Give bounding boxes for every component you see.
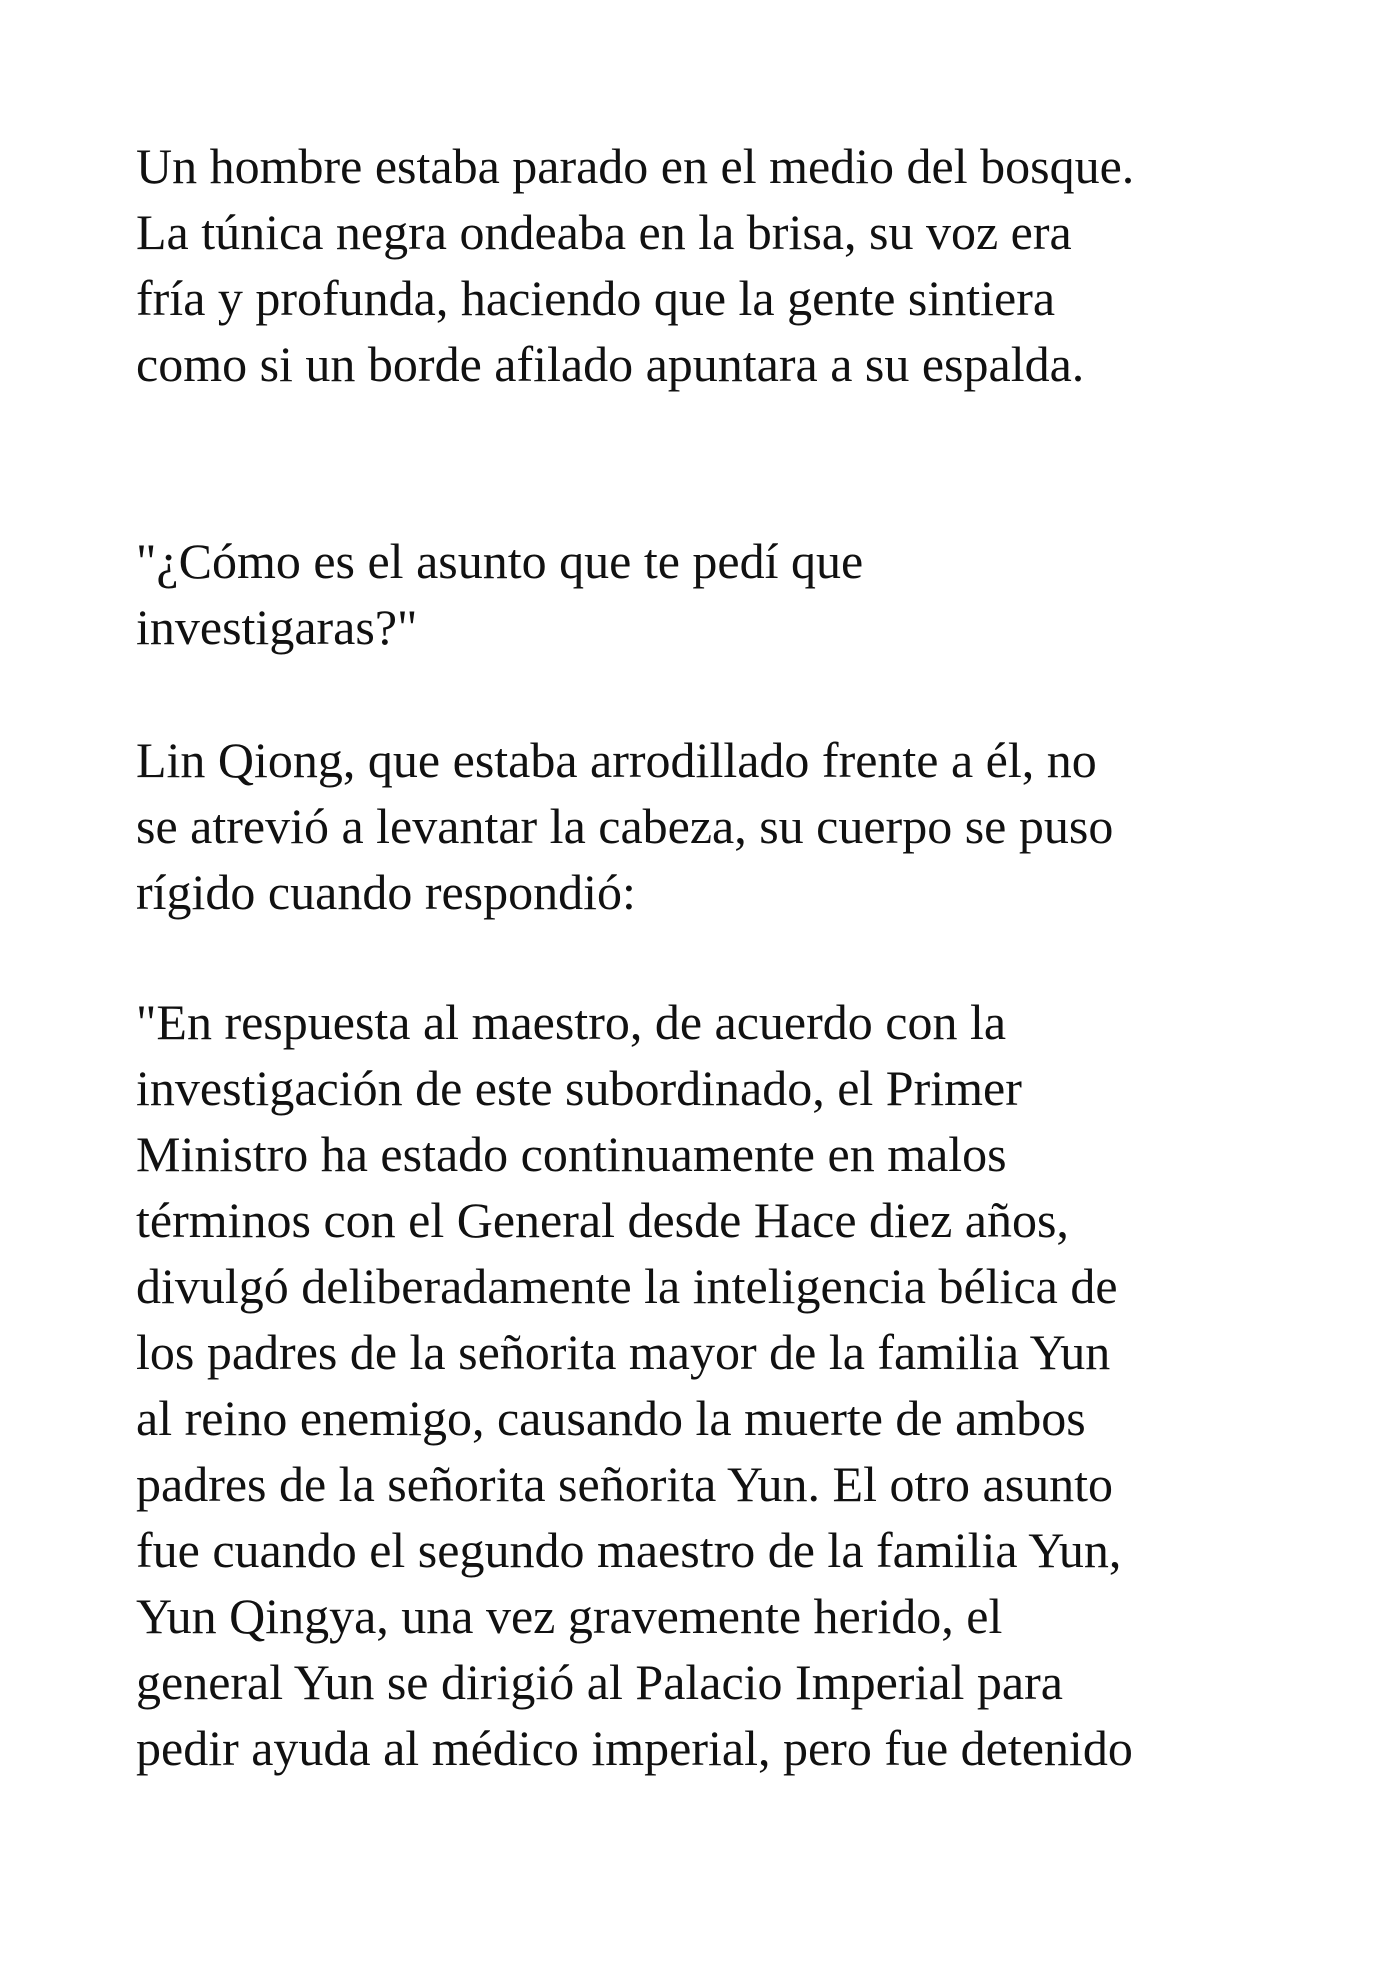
paragraph-dialogue-question: "¿Cómo es el asunto que te pedí que investigaras?" — [136, 533, 864, 655]
paragraph-dialogue-report: "En respuesta al maestro, de acuerdo con la investigación de este subordinado, el Primer Ministro ha estado continuamente en malos términos con el General desde Hace diez años, divulgó deliberadamente la inteligencia bélica de los padres de la señorita mayor de la familia Yun al reino enemigo, causando la muerte de ambos padres de la señorita señorita Yun. El otro asunto fue cuando el segundo maestro de la familia Yun, Yun Qingya, una vez gravemente herido, el general Yun se dirigió al Palacio Imperial para pedir ayuda al médico imperial, pero fue detenido — [136, 994, 1133, 1776]
paragraph-narration-forest: Un hombre estaba parado en el medio del bosque. La túnica negra ondeaba en la brisa, su voz era fría y profunda, haciendo que la gente sintiera como si un borde afilado apuntara a su espalda. — [136, 138, 1135, 392]
paragraph-narration-lin-qiong: Lin Qiong, que estaba arrodillado frente a él, no se atrevió a levantar la cabeza, su cuerpo se puso rígido cuando respondió: — [136, 732, 1114, 920]
